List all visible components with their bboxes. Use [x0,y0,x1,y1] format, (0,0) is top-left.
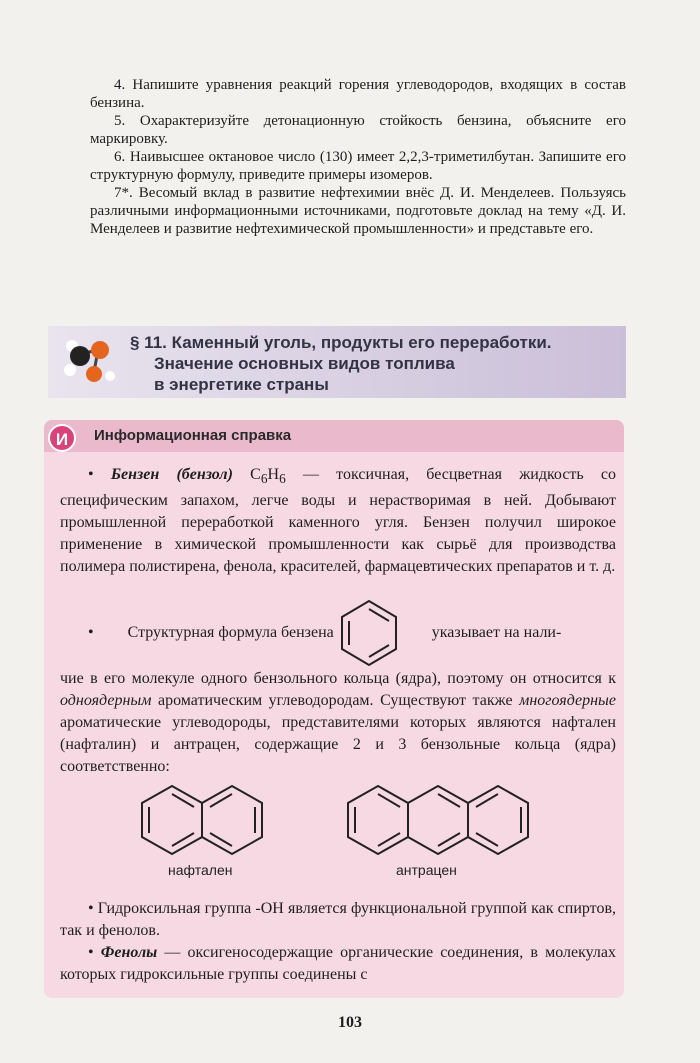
naphthalene-label: нафтален [168,862,233,878]
formula: $C_6H_6$ [250,466,286,487]
question-4: 4. Напишите уравнения реакций горения углеводородов, входящих в состав бензина. [90,77,626,111]
section-title [130,332,610,395]
question-5: 5. Охарактеризуйте детонационную стойкость бензина, объясните его маркировку. [90,113,626,147]
section-title-line3: в энергетике страны [154,375,329,394]
info-badge-icon: И [48,424,76,452]
structure-text-before: Структурная формула бензена [127,624,334,641]
anthracene-structure-icon [342,784,534,856]
term-phenols: Фенолы [100,944,158,961]
section-title-line2: Значение основных видов топлива [154,354,455,373]
paragraph-benzene [60,464,616,578]
bullet: • [88,624,94,641]
question-7: 7*. Весомый вклад в развитие нефтехимии внёс Д. И. Менделеев. Пользуясь различными информационными источниками, подготовьте доклад на тему «Д. И. Менделеев и развитие нефтехимической промышленности» и представьте его. [90,185,626,237]
term-benzene: Бензен (бензол) [110,466,233,483]
polycyclic-structures [60,784,616,884]
section-title-line1: Каменный уголь, продукты его переработки. [171,333,552,352]
benzene-description: — токсичная, бесцветная жидкость со специфическим запахом, легче воды и нерастворимая в ней. Добывают промышленной переработкой каменного угля. Бензен получил широкое применение в химической промышленности как сырьё для производства полимера полистирена, фенола, красителей, фармацевтических препаратов и т. д. [60,466,617,576]
italic-mononuclear: одноядерным [60,692,152,709]
section-number: § 11. [130,333,167,352]
bullet: • [88,466,94,483]
paragraph-structure [60,618,616,648]
paragraph-hydroxyl-phenols [60,898,616,986]
hydroxyl-text: Гидроксильная группа -ОН является функциональной группой как спиртов, так и фенолов. [60,900,617,939]
question-6: 6. Наивысшее октановое число (130) имеет 2,2,3-триметилбутан. Запишите его структурную формулу, приведите примеры изомеров. [90,149,626,183]
page-number: 103 [338,1014,362,1031]
molecule-icon [58,332,120,388]
bullet: • [88,900,94,917]
exercise-questions [90,76,626,238]
paragraph-aromatic: чие в его молекуле одного бензольного кольца (ядра), поэтому он относится к одноядерным ароматическим углеводородам. Существуют также многоядерные ароматические углеводороды, представителями которых являются нафтален (нафталин) и антрацен, содержащие 2 и 3 бензольные кольца (ядра) соответственно: [60,670,616,775]
info-box-title: Информационная справка [94,427,292,444]
naphthalene-structure-icon [136,784,268,856]
phenols-text: — оксигеносодержащие органические соединения, в молекулах которых гидроксильные группы соединены с [60,944,617,983]
bullet: • [88,944,94,961]
italic-polynuclear: многоядерные [519,692,616,709]
anthracene-label: антрацен [396,862,457,878]
benzene-structure-icon [338,598,400,668]
structure-text-after: указывает на нали- [431,624,562,641]
